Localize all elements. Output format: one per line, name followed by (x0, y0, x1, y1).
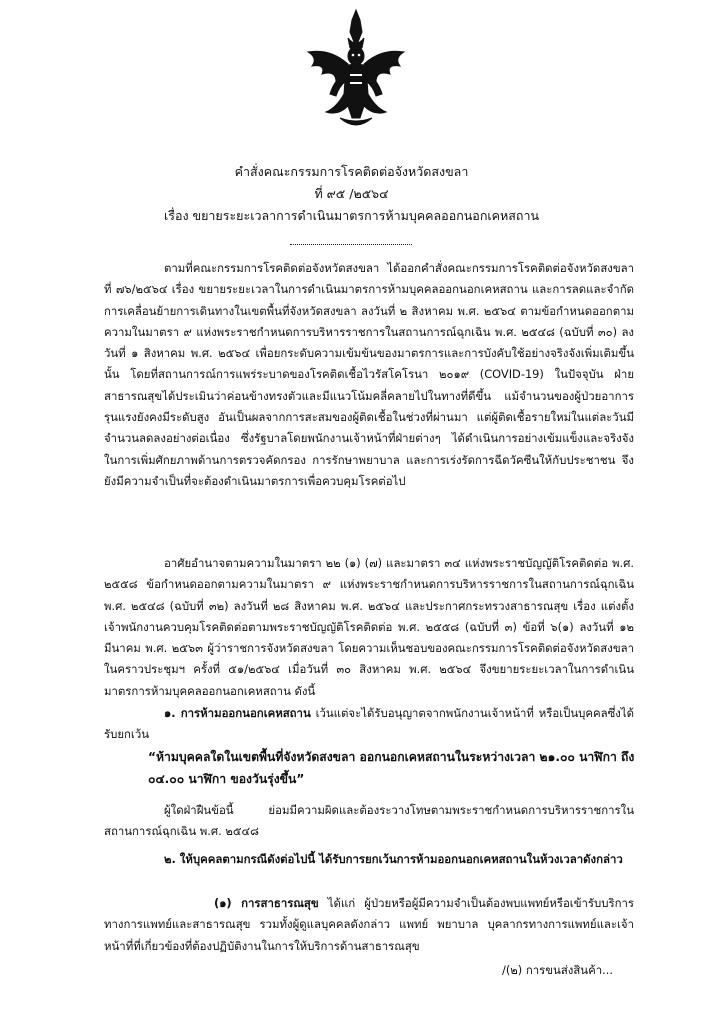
clause-2-1-heading: (๑) การสาธารณสุข (214, 896, 319, 910)
clause-2-text: ๒. ให้บุคคลตามกรณีดังต่อไปนี้ ได้รับการยกเว้นการห้ามออกนอกเคหสถานในห้วงเวลาดังกล่าว (164, 852, 623, 866)
order-number: ที่ ๙๕ /๒๕๖๔ (314, 186, 389, 201)
penalty-block (104, 800, 634, 843)
curfew-quote: “ห้ามบุคคลใดในเขตพื้นที่จังหวัดสงขลา ออกนอกเคหสถานในระหว่างเวลา ๒๑.๐๐ นาฬิกา ถึง ๐๔.๐๐ นาฬิกา ของวันรุ่งขึ้น” (148, 750, 635, 786)
clause-1 (104, 703, 634, 746)
clause-2-1-text: ได้แก่ ผู้ป่วยหรือผู้มีความจำเป็นต้องพบแพทย์หรือเข้ารับบริการทางการแพทย์และสาธารณสุข รวมทั้งผู้ดูแลบุคคลดังกล่าว แพทย์ พยาบาล บุคลากรทางการแพทย์และเจ้าหน้าที่ที่เกี่ยวข้องที่ต้องปฏิบัติงานในการให้บริการด้านสาธารณสุข (104, 896, 634, 953)
clause-2-1 (104, 893, 634, 957)
clause-1-text: เว้นแต่จะได้รับอนุญาตจากพนักงานเจ้าหน้าที่ หรือเป็นบุคคลซึ่งได้รับยกเว้น (104, 706, 634, 742)
order-subject: เรื่อง ขยายระยะเวลาการดำเนินมาตรการห้ามบุคคลออกนอกเคหสถาน (163, 208, 540, 223)
penalty-text: ผู้ใดฝ่าฝืนข้อนี้ ย่อมมีความผิดและต้องระวางโทษตามพระราชกำหนดการบริหารราชการในสถานการณ์ฉุกเฉิน พ.ศ. ๒๕๔๘ (104, 803, 634, 839)
clause-2 (104, 849, 634, 870)
paragraph-authority (104, 553, 634, 702)
garuda-emblem (300, 8, 412, 134)
clause-1-heading: ๑. การห้ามออกนอกเคหสถาน (164, 706, 311, 720)
paragraph-2: อาศัยอำนาจตามความในมาตรา ๒๒ (๑) (๗) และมาตรา ๓๔ แห่งพระราชบัญญัติโรคติดต่อ พ.ศ. ๒๕๕๘ ข้อกำหนดออกตามความในมาตรา ๙ แห่งพระราชกำหนดการบริหารราชการในสถานการณ์ฉุกเฉิน พ.ศ. ๒๕๔๘ (ฉบับที่ ๓๒) ลงวันที่ ๒๘ สิงหาคม พ.ศ. ๒๕๖๔ และประกาศกระทรวงสาธารณสุข เรื่อง แต่งตั้งเจ้าพนักงานควบคุมโรคติดต่อตามพระราชบัญญัติโรคติดต่อ พ.ศ. ๒๕๕๘ (ฉบับที่ ๓) ข้อที่ ๖(๑) ลงวันที่ ๑๒ มีนาคม พ.ศ. ๒๕๖๓ ผู้ว่าราชการจังหวัดสงขลา โดยความเห็นชอบของคณะกรรมการโรคติดต่อจังหวัดสงขลา ในคราวประชุมฯ ครั้งที่ ๕๑/๒๕๖๔ เมื่อวันที่ ๓๐ สิงหาคม พ.ศ. ๒๕๖๔ จึงขยายระยะเวลาในการดำเนินมาตรการห้ามบุคคลออกนอกเคหสถาน ดังนี้ (104, 556, 634, 698)
issuer-title: คำสั่งคณะกรรมการโรคติดต่อจังหวัดสงขลา (234, 164, 469, 179)
dotted-divider (290, 244, 412, 245)
paragraph-background (104, 258, 634, 492)
paragraph-1: ตามที่คณะกรรมการโรคติดต่อจังหวัดสงขลา ได้ออกคำสั่งคณะกรรมการโรคติดต่อจังหวัดสงขลา ที่ ๗๖/๒๕๖๔ เรื่อง ขยายระยะเวลาในการดำเนินมาตรการห้ามบุคคลออกนอกเคหสถาน และการลดและจำกัดการเคลื่อนย้ายการเดินทางในเขตพื้นที่จังหวัดสงขลา ลงวันที่ ๒ สิงหาคม พ.ศ. ๒๕๖๔ ตามข้อกำหนดออกตามความในมาตรา ๙ แห่งพระราชกำหนดการบริหารราชการในสถานการณ์ฉุกเฉิน พ.ศ. ๒๕๔๘ (ฉบับที่ ๓๐) ลงวันที่ ๑ สิงหาคม พ.ศ. ๒๕๖๔ เพื่อยกระดับความเข้มข้นของมาตรการและการบังคับใช้อย่างจริงจังเพิ่มเติมขึ้นนั้น โดยที่สถานการณ์การแพร่ระบาดของโรคติดเชื้อไวรัสโคโรนา ๒๐๑๙ (COVID-19) ในปัจจุบัน ฝ่ายสาธารณสุขได้ประเมินว่าค่อนข้างทรงตัวและมีแนวโน้มคลี่คลายไปในทางที่ดีขึ้น แม้จำนวนของผู้ป่วยอาการรุนแรงยังคงมีระดับสูง อันเป็นผลจากการสะสมของผู้ติดเชื้อในช่วงที่ผ่านมา แต่ผู้ติดเชื้อรายใหม่ในแต่ละวันมีจำนวนลดลงอย่างต่อเนื่อง ซึ่งรัฐบาลโดยพนักงานเจ้าหน้าที่ฝ่ายต่างๆ ได้ดำเนินการอย่างเข้มแข็งและจริงจัง ในการเพิ่มศักยภาพด้านการตรวจคัดกรอง การรักษาพยาบาล และการเร่งรัดการฉีดวัคซีนให้กับประชาชน จึงยังมีความจำเป็นที่จะต้องดำเนินมาตรการเพื่อควบคุมโรคต่อไป (104, 261, 634, 488)
continuation-note: /(๒) การขนส่งสินค้า... (502, 963, 613, 977)
